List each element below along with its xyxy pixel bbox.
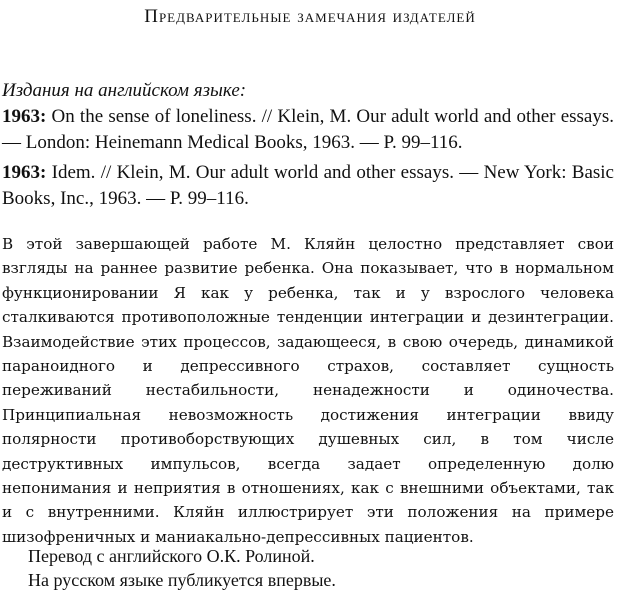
first-publication-note: На русском языке публикуется впервые. <box>28 570 336 590</box>
page-header: Предварительные замечания издателей <box>144 6 476 27</box>
publication-citation: Idem. // Klein, M. Our adult world and other essays. — New York: Basic Books, Inc., 1963. — P. 99–116. <box>2 162 614 209</box>
translation-credit: Перевод с английского О.К. Ролиной. <box>28 546 315 566</box>
publication-entry <box>2 160 614 212</box>
publication-year: 1963: <box>2 162 47 183</box>
summary-paragraph: В этой завершающей работе М. Кляйн целостно представляет свои взгляды на раннее развитие ребенка. Она показывает, что в нормальном функционировании Я как у ребенка, так и у взрослого человека сталкиваются противоположные тенденции интеграции и дезинтеграции. Взаимодействие этих процессов, задающееся, в свою очередь, динамикой параноидного и депрессивного страхов, составляет сущность переживаний нестабильности, ненадежности и одиночества. Принципиальная невозможность достижения интеграции ввиду полярности противоборствующих душевных сил, в том числе деструктивных импульсов, всегда задает определенную долю непонимания и неприятия в отношениях, как с внешними объектами, так и с внутренними. Кляйн иллюстрирует эти положения на примере шизофреничных и маниакально-депрессивных пациентов. <box>2 235 614 546</box>
publication-entry <box>2 104 614 156</box>
publications-section-label: Издания на английском языке: <box>2 80 247 101</box>
credits-block <box>28 544 336 592</box>
publication-year: 1963: <box>2 106 47 127</box>
publication-citation: On the sense of loneliness. // Klein, M. Our adult world and other essays. — London: Heinemann Medical Books, 1963. — P. 99–116. <box>2 106 614 153</box>
